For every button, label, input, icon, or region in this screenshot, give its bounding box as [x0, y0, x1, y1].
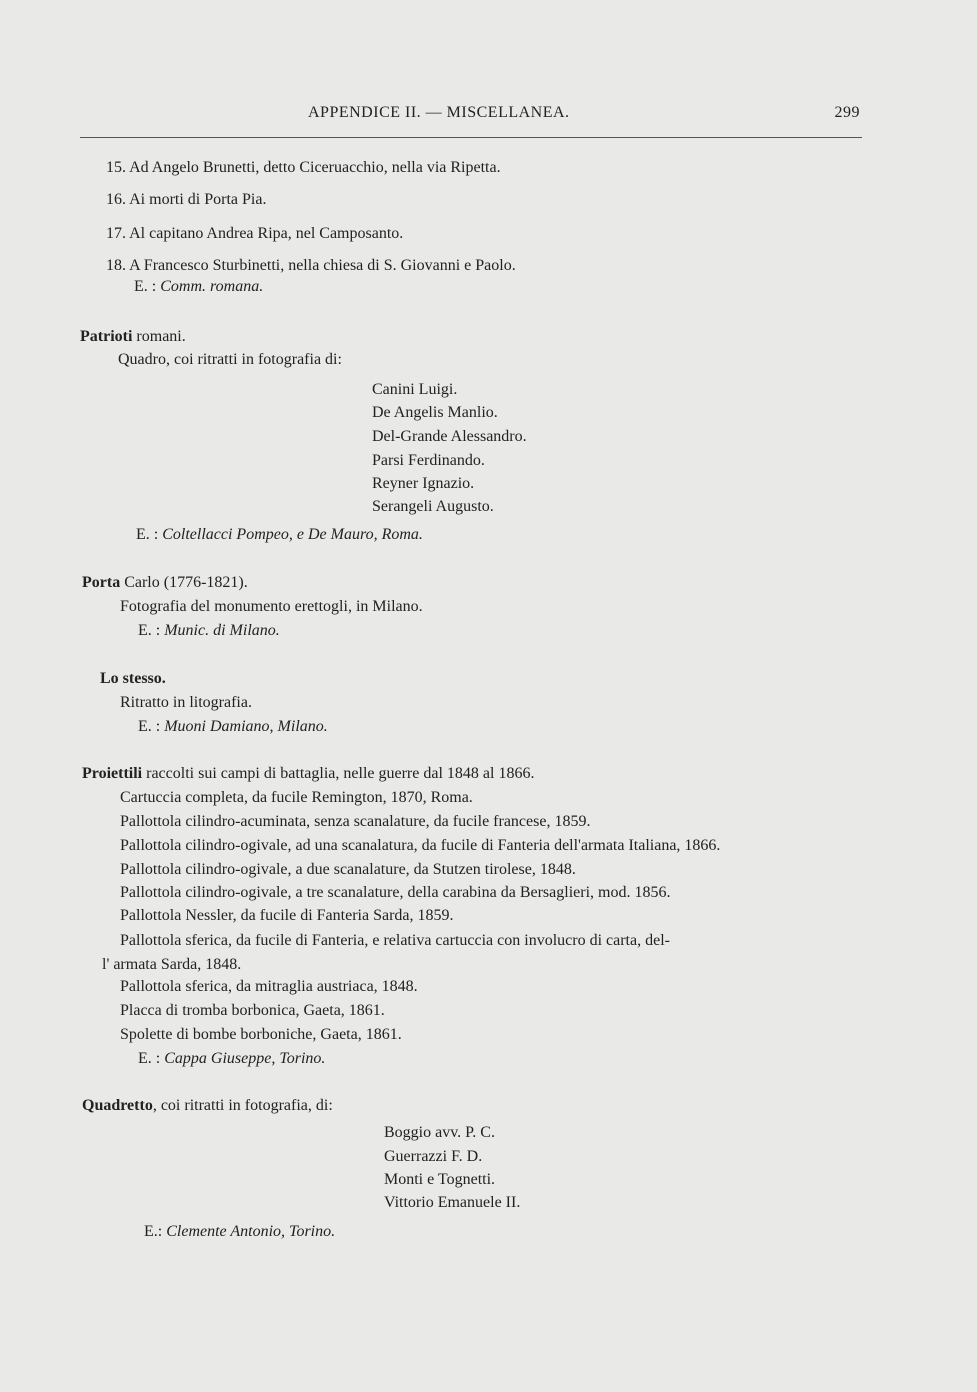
portrait-name: Canini Luigi.: [372, 381, 458, 398]
portrait-name: Serangeli Augusto.: [372, 498, 494, 515]
exhibitor-line: [138, 1049, 325, 1069]
entry-heading: [100, 669, 166, 689]
list-item: Pallottola cilindro-acuminata, senza scanalature, da fucile francese, 1859.: [120, 813, 591, 830]
entry-description: Ritratto in litografia.: [120, 694, 252, 711]
exhibitor-prefix: E. :: [136, 526, 163, 543]
exhibitor-name: Cappa Giuseppe, Torino.: [164, 1050, 326, 1067]
list-item: 15. Ad Angelo Brunetti, detto Ciceruacchio, nella via Ripetta.: [106, 159, 501, 176]
portrait-name: Parsi Ferdinando.: [372, 452, 485, 469]
exhibitor-name: Comm. romana.: [160, 278, 264, 295]
exhibitor-prefix: E. :: [138, 1050, 165, 1067]
exhibitor-line: [138, 621, 280, 641]
list-item: Pallottola sferica, da mitraglia austriaca, 1848.: [120, 978, 418, 995]
entry-heading-bold: Proiettili: [82, 765, 143, 782]
running-header: [80, 104, 862, 128]
list-item: Pallottola cilindro-ogivale, ad una scanalatura, da fucile di Fanteria dell'armata Italiana, 1866.: [120, 837, 721, 854]
entry-description: Quadro, coi ritratti in fotografia di:: [118, 351, 342, 368]
entry-heading-rest: Carlo (1776-1821).: [120, 574, 248, 591]
page-number: 299: [834, 104, 860, 121]
entry-description: Fotografia del monumento erettogli, in Milano.: [120, 598, 423, 615]
exhibitor-name: Coltellacci Pompeo, e De Mauro, Roma.: [162, 526, 423, 543]
exhibitor-prefix: E. :: [138, 718, 165, 735]
header-rule: [80, 137, 862, 138]
exhibitor-prefix: E.:: [144, 1223, 167, 1240]
list-item: Pallottola Nessler, da fucile di Fanteria Sarda, 1859.: [120, 907, 454, 924]
entry-heading-rest: , coi ritratti in fotografia, di:: [152, 1097, 333, 1114]
entry-heading-bold: Porta: [82, 574, 121, 591]
entry-heading: [82, 764, 534, 784]
entry-heading-rest: raccolti sui campi di battaglia, nelle guerre dal 1848 al 1866.: [142, 765, 535, 782]
entry-heading: [82, 573, 248, 593]
entry-heading: [82, 1096, 333, 1116]
list-item: 16. Ai morti di Porta Pia.: [106, 191, 267, 208]
exhibitor-prefix: E. :: [138, 622, 165, 639]
list-item: 18. A Francesco Sturbinetti, nella chiesa di S. Giovanni e Paolo.: [106, 257, 516, 274]
portrait-name: Reyner Ignazio.: [372, 475, 475, 492]
list-item: l' armata Sarda, 1848.: [102, 956, 242, 973]
exhibitor-name: Clemente Antonio, Torino.: [166, 1223, 336, 1240]
entry-heading-bold: Patrioti: [80, 328, 133, 345]
running-title: APPENDICE II. — MISCELLANEA.: [308, 104, 570, 121]
portrait-name: Vittorio Emanuele II.: [384, 1194, 521, 1211]
list-item: 17. Al capitano Andrea Ripa, nel Camposanto.: [106, 225, 404, 242]
portrait-name: Boggio avv. P. C.: [384, 1124, 495, 1141]
exhibitor-name: Muoni Damiano, Milano.: [164, 718, 328, 735]
exhibitor-prefix: E. :: [134, 278, 161, 295]
portrait-name: De Angelis Manlio.: [372, 404, 498, 421]
exhibitor-name: Munic. di Milano.: [164, 622, 280, 639]
exhibitor-line: [144, 1222, 335, 1242]
entry-heading-bold: Lo stesso.: [100, 670, 166, 687]
portrait-name: Del-Grande Alessandro.: [372, 428, 527, 445]
portrait-name: Monti e Tognetti.: [384, 1171, 496, 1188]
list-item: Pallottola sferica, da fucile di Fanteria, e relativa cartuccia con involucro di carta, del-: [120, 932, 670, 949]
entry-heading-bold: Quadretto: [82, 1097, 153, 1114]
exhibitor-line: [134, 277, 263, 297]
list-item: Pallottola cilindro-ogivale, a due scanalature, da Stutzen tirolese, 1848.: [120, 861, 576, 878]
portrait-name: Guerrazzi F. D.: [384, 1148, 483, 1165]
list-item: Placca di tromba borbonica, Gaeta, 1861.: [120, 1002, 385, 1019]
list-item: Cartuccia completa, da fucile Remington, 1870, Roma.: [120, 789, 473, 806]
list-item: Spolette di bombe borboniche, Gaeta, 1861.: [120, 1026, 402, 1043]
entry-heading: [80, 327, 186, 347]
list-item: Pallottola cilindro-ogivale, a tre scanalature, della carabina da Bersaglieri, mod. 1856.: [120, 884, 671, 901]
exhibitor-line: [138, 717, 328, 737]
exhibitor-line: [136, 525, 423, 545]
entry-heading-rest: romani.: [132, 328, 186, 345]
